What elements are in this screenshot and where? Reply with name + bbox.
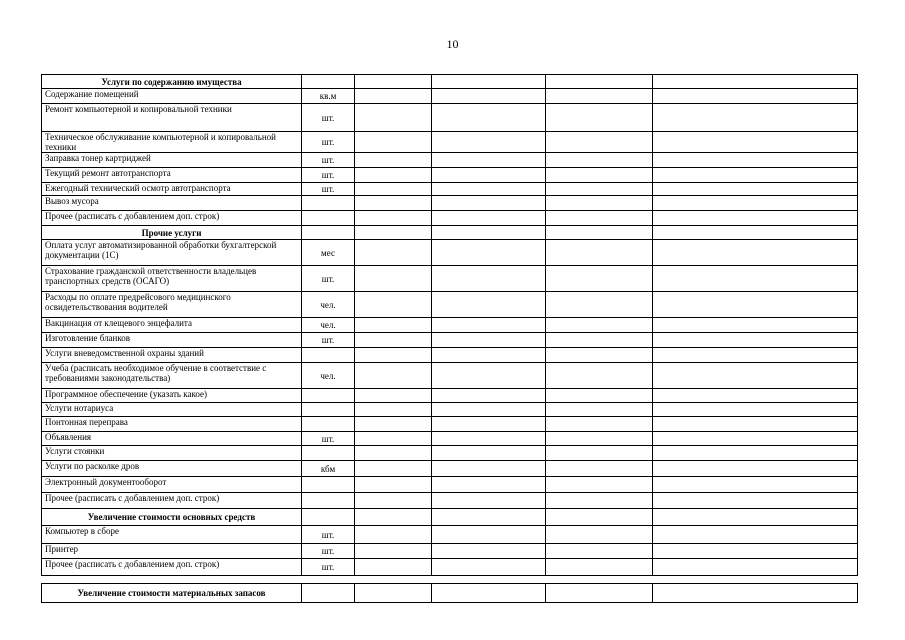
row-label: Программное обеспечение (указать какое): [42, 389, 302, 403]
cell: [546, 89, 653, 104]
row-label: Учеба (расписать необходимое обучение в соответствие с требованиями законодательства): [42, 363, 302, 389]
row-unit: шт.: [302, 183, 355, 196]
row-unit: [302, 348, 355, 363]
cell: [355, 584, 432, 603]
table-row: [42, 417, 858, 432]
cell: [355, 544, 432, 559]
section-title: Увеличение стоимости основных средств: [42, 509, 302, 526]
cell: [355, 559, 432, 576]
cell: [546, 211, 653, 226]
cell: [653, 211, 858, 226]
cell: [546, 559, 653, 576]
row-unit: чел.: [302, 292, 355, 318]
cell: [355, 432, 432, 446]
row-label: Изготовление бланков: [42, 333, 302, 348]
row-label: Заправка тонер картриджей: [42, 153, 302, 168]
row-unit: шт.: [302, 132, 355, 153]
row-unit: [302, 211, 355, 226]
table-row: [42, 168, 858, 183]
table-row: [42, 153, 858, 168]
cell: [432, 389, 546, 403]
page-number: 10: [446, 37, 459, 51]
cell: [546, 389, 653, 403]
table-row: [42, 403, 858, 417]
cell: [653, 509, 858, 526]
cell: [546, 477, 653, 493]
cell: [355, 477, 432, 493]
cell: [432, 132, 546, 153]
cell: [355, 493, 432, 509]
cell: [355, 389, 432, 403]
cell: [653, 132, 858, 153]
cell: [653, 104, 858, 132]
cell: [355, 403, 432, 417]
row-label: Услуги вневедомственной охраны зданий: [42, 348, 302, 363]
cell: [653, 403, 858, 417]
cell: [653, 477, 858, 493]
row-unit: чел.: [302, 363, 355, 389]
cell: [653, 318, 858, 333]
cell: [432, 153, 546, 168]
cell: [432, 292, 546, 318]
cell: [355, 132, 432, 153]
section-title: Увеличение стоимости материальных запасов: [42, 584, 302, 603]
cell: [653, 183, 858, 196]
cell: [355, 153, 432, 168]
cell: [302, 75, 355, 89]
cell: [653, 75, 858, 89]
cell: [432, 363, 546, 389]
table-row: [42, 183, 858, 196]
cell: [546, 493, 653, 509]
cell: [355, 417, 432, 432]
table-row: [42, 544, 858, 559]
cell: [432, 493, 546, 509]
table-row: [42, 493, 858, 509]
cell: [653, 461, 858, 477]
cell: [355, 183, 432, 196]
row-label: Содержание помещений: [42, 89, 302, 104]
table-row: [42, 240, 858, 266]
cell: [653, 153, 858, 168]
cell: [653, 348, 858, 363]
cell: [546, 168, 653, 183]
row-label: Страхование гражданской ответственности владельцев транспортных средств (ОСАГО): [42, 266, 302, 292]
section-title: Прочие услуги: [42, 226, 302, 240]
cell: [546, 240, 653, 266]
cell: [432, 584, 546, 603]
cell: [546, 461, 653, 477]
row-label: Вакцинация от клещевого энцефалита: [42, 318, 302, 333]
cell: [653, 266, 858, 292]
cell: [546, 153, 653, 168]
cell: [432, 240, 546, 266]
table-row: [42, 132, 858, 153]
cell: [653, 446, 858, 461]
row-label: Услуги стоянки: [42, 446, 302, 461]
row-label: Текущий ремонт автотранспорта: [42, 168, 302, 183]
section-header-row: [42, 509, 858, 526]
row-label: Расходы по оплате предрейсового медицинского освидетельствования водителей: [42, 292, 302, 318]
cell: [432, 403, 546, 417]
cell: [653, 226, 858, 240]
table-row: [42, 196, 858, 211]
cell: [355, 168, 432, 183]
cell: [546, 266, 653, 292]
cell: [653, 526, 858, 544]
row-unit: [302, 493, 355, 509]
cell: [653, 89, 858, 104]
row-unit: кбм: [302, 461, 355, 477]
row-label: Услуги нотариуса: [42, 403, 302, 417]
cell: [432, 544, 546, 559]
table-row: [42, 363, 858, 389]
cell: [355, 509, 432, 526]
cell: [355, 211, 432, 226]
table-row: [42, 432, 858, 446]
cell: [432, 318, 546, 333]
budget-table: [41, 74, 858, 576]
cell: [546, 446, 653, 461]
cell: [546, 403, 653, 417]
cell: [355, 292, 432, 318]
row-unit: кв.м: [302, 89, 355, 104]
cell: [653, 417, 858, 432]
table-row: [42, 559, 858, 576]
cell: [546, 363, 653, 389]
cell: [355, 89, 432, 104]
table-row: [42, 389, 858, 403]
row-unit: чел.: [302, 318, 355, 333]
cell: [432, 559, 546, 576]
table-row: [42, 477, 858, 493]
table-row: [42, 333, 858, 348]
cell: [653, 559, 858, 576]
table-row: [42, 89, 858, 104]
row-label: Техническое обслуживание компьютерной и копировальной техники: [42, 132, 302, 153]
cell: [355, 348, 432, 363]
row-label: Компьютер в сборе: [42, 526, 302, 544]
row-label: Принтер: [42, 544, 302, 559]
cell: [546, 509, 653, 526]
row-unit: шт.: [302, 432, 355, 446]
row-label: Оплата услуг автоматизированной обработки бухгалтерской документации (1С): [42, 240, 302, 266]
cell: [546, 333, 653, 348]
cell: [432, 509, 546, 526]
cell: [546, 183, 653, 196]
cell: [546, 417, 653, 432]
cell: [546, 226, 653, 240]
cell: [432, 348, 546, 363]
row-unit: шт.: [302, 168, 355, 183]
cell: [432, 266, 546, 292]
table-row: [42, 266, 858, 292]
section-header-row: [42, 75, 858, 89]
section-header-row: [42, 226, 858, 240]
cell: [653, 544, 858, 559]
row-unit: шт.: [302, 526, 355, 544]
table-row: [42, 526, 858, 544]
cell: [355, 461, 432, 477]
cell: [653, 432, 858, 446]
row-unit: [302, 446, 355, 461]
cell: [546, 75, 653, 89]
cell: [355, 526, 432, 544]
cell: [355, 363, 432, 389]
row-unit: [302, 403, 355, 417]
row-unit: [302, 389, 355, 403]
row-label: Вывоз мусора: [42, 196, 302, 211]
cell: [302, 584, 355, 603]
cell: [432, 168, 546, 183]
cell: [302, 509, 355, 526]
cell: [432, 477, 546, 493]
cell: [432, 333, 546, 348]
cell: [432, 183, 546, 196]
cell: [432, 461, 546, 477]
cell: [432, 211, 546, 226]
row-label: Ремонт компьютерной и копировальной техники: [42, 104, 302, 132]
table-row: [42, 292, 858, 318]
cell: [546, 348, 653, 363]
row-unit: шт.: [302, 333, 355, 348]
row-label: Прочее (расписать с добавлением доп. строк): [42, 493, 302, 509]
row-label: Прочее (расписать с добавлением доп. строк): [42, 211, 302, 226]
cell: [432, 526, 546, 544]
cell: [355, 104, 432, 132]
table-row: [42, 446, 858, 461]
cell: [432, 89, 546, 104]
cell: [653, 363, 858, 389]
cell: [546, 292, 653, 318]
row-label: Услуги по расколке дров: [42, 461, 302, 477]
cell: [653, 584, 858, 603]
cell: [546, 132, 653, 153]
cell: [432, 104, 546, 132]
cell: [546, 432, 653, 446]
cell: [355, 75, 432, 89]
row-label: Электронный документооборот: [42, 477, 302, 493]
table-row: [42, 461, 858, 477]
budget-table-footer: [41, 583, 858, 603]
cell: [355, 446, 432, 461]
row-label: Понтонная переправа: [42, 417, 302, 432]
cell: [546, 544, 653, 559]
cell: [653, 168, 858, 183]
row-unit: [302, 477, 355, 493]
section-title: Услуги по содержанию имущества: [42, 75, 302, 89]
cell: [355, 318, 432, 333]
cell: [546, 318, 653, 333]
cell: [653, 196, 858, 211]
cell: [546, 104, 653, 132]
cell: [432, 446, 546, 461]
cell: [432, 75, 546, 89]
row-unit: мес: [302, 240, 355, 266]
cell: [546, 196, 653, 211]
section-header-row: [42, 584, 858, 603]
table-row: [42, 348, 858, 363]
cell: [355, 333, 432, 348]
cell: [653, 493, 858, 509]
row-unit: шт.: [302, 559, 355, 576]
cell: [355, 266, 432, 292]
row-unit: [302, 196, 355, 211]
row-unit: шт.: [302, 153, 355, 168]
cell: [355, 226, 432, 240]
row-unit: шт.: [302, 266, 355, 292]
row-unit: шт.: [302, 544, 355, 559]
cell: [546, 584, 653, 603]
table-row: [42, 318, 858, 333]
cell: [653, 292, 858, 318]
cell: [355, 196, 432, 211]
cell: [432, 417, 546, 432]
table-row: [42, 104, 858, 132]
cell: [432, 196, 546, 211]
row-label: Ежегодный технический осмотр автотранспорта: [42, 183, 302, 196]
cell: [653, 389, 858, 403]
row-label: Прочее (расписать с добавлением доп. строк): [42, 559, 302, 576]
cell: [546, 526, 653, 544]
row-label: Объявления: [42, 432, 302, 446]
cell: [302, 226, 355, 240]
row-unit: [302, 417, 355, 432]
cell: [355, 240, 432, 266]
cell: [432, 432, 546, 446]
cell: [432, 226, 546, 240]
table-row: [42, 211, 858, 226]
row-unit: шт.: [302, 104, 355, 132]
cell: [653, 240, 858, 266]
cell: [653, 333, 858, 348]
